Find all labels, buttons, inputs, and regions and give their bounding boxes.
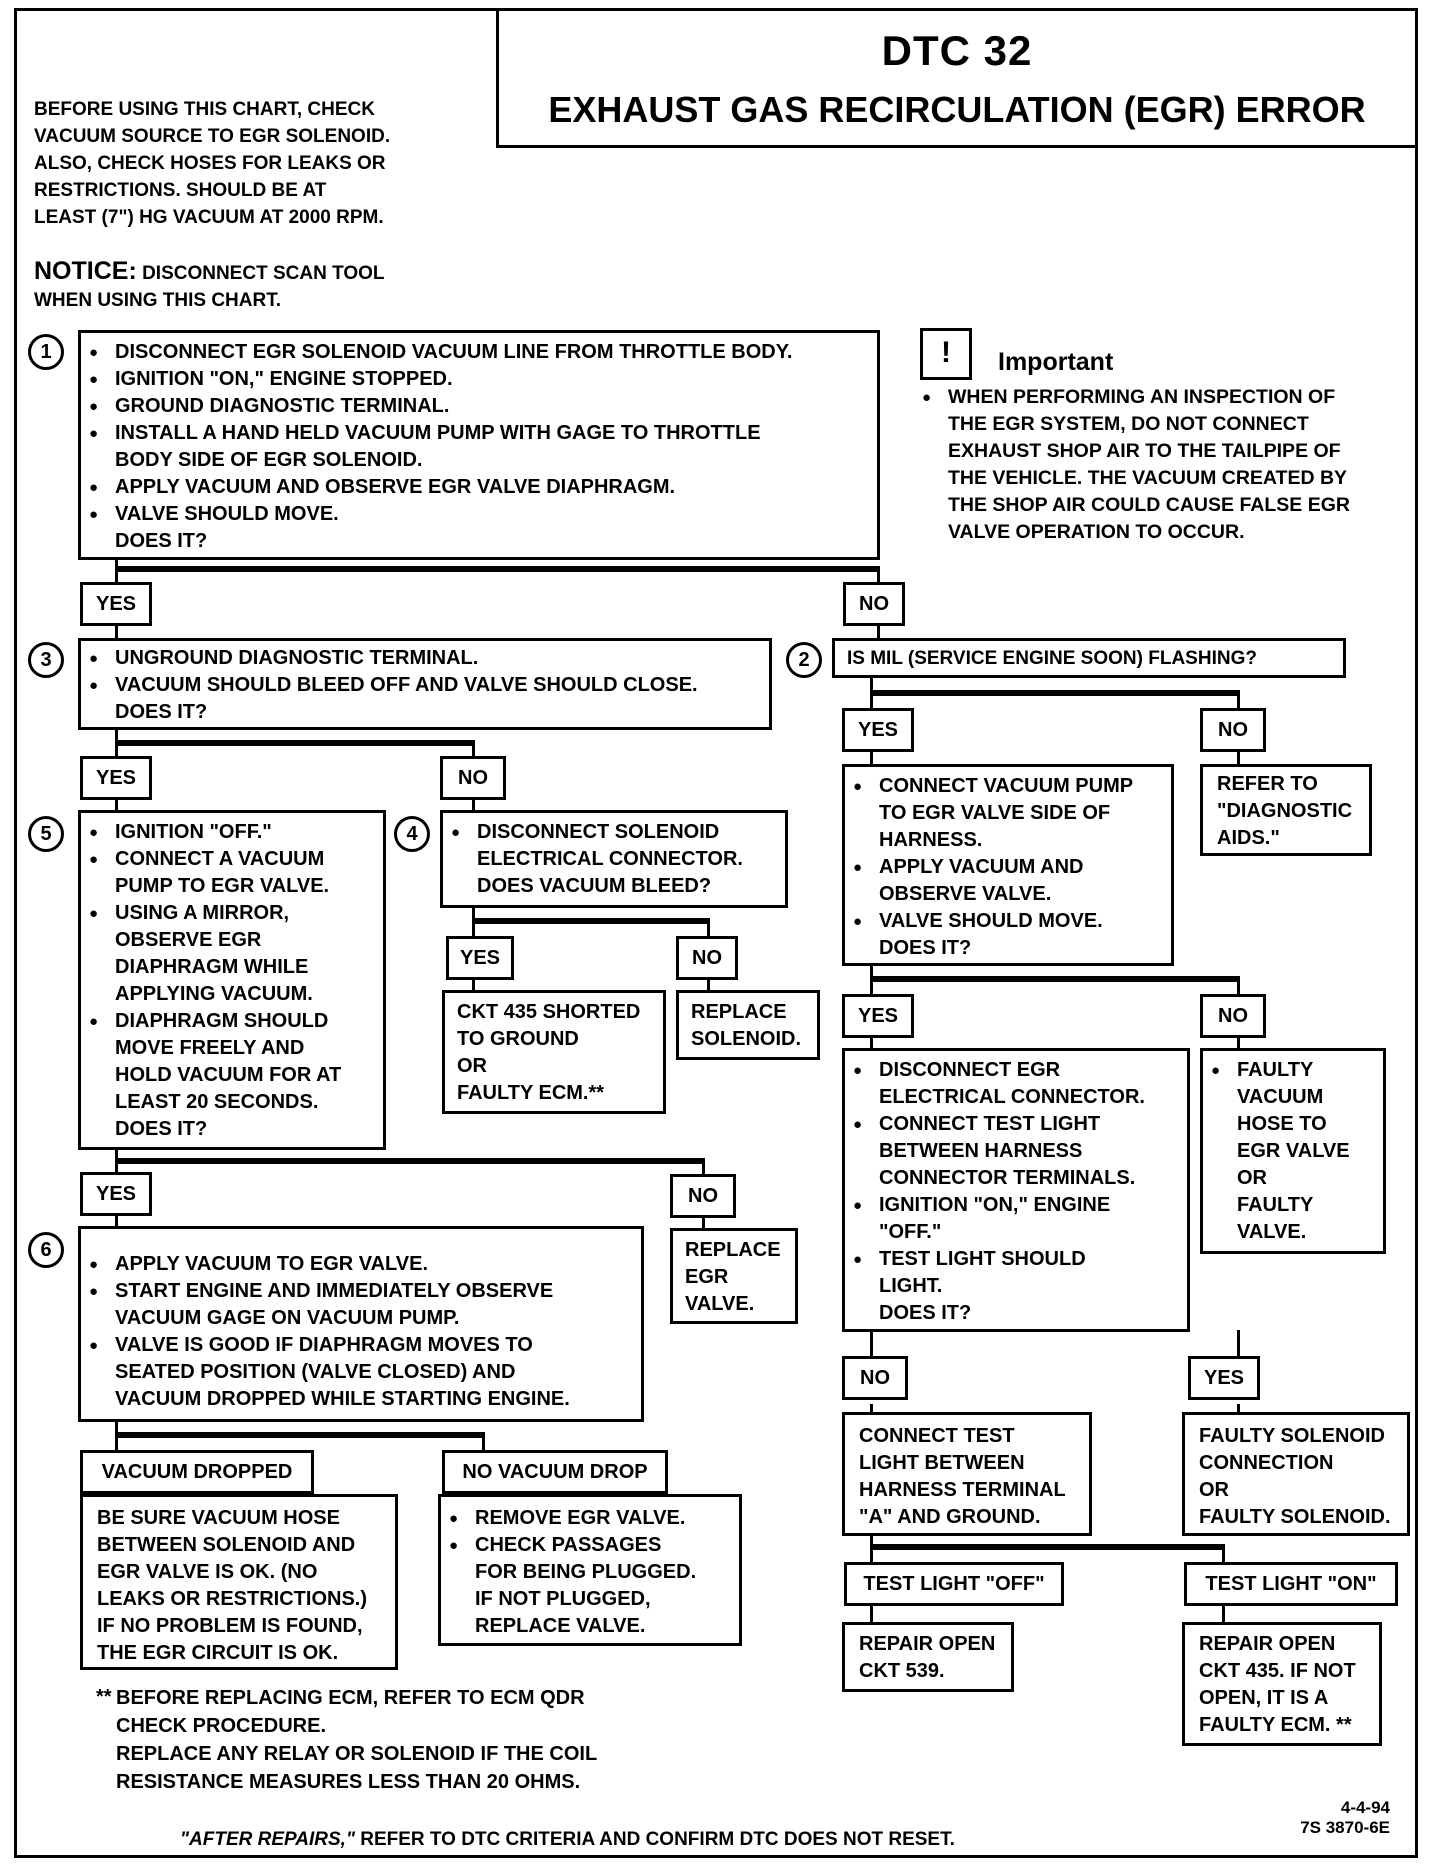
step-5-item: ● IGNITION "OFF." — [81, 819, 383, 846]
step-1-item: ● VALVE SHOULD MOVE. — [81, 501, 877, 528]
footnote-mark: ** — [96, 1686, 112, 1708]
after-repairs-emphasis: "AFTER REPAIRS," — [180, 1829, 355, 1850]
yes-label: YES — [1188, 1356, 1260, 1400]
date: 4-4-94 — [1340, 1798, 1390, 1817]
step-1-item: ● IGNITION "ON," ENGINE STOPPED. — [81, 366, 877, 393]
step-number-1: 1 — [28, 334, 64, 370]
faulty-hose-box — [1200, 1048, 1386, 1254]
step-5-item: ● CONNECT A VACUUM PUMP TO EGR VALVE. — [81, 846, 383, 900]
no-label: NO — [843, 582, 905, 626]
connect-pump-item: ● APPLY VACUUM AND OBSERVE VALVE. — [845, 854, 1171, 908]
connect-pump-item: ● CONNECT VACUUM PUMP TO EGR VALVE SIDE OF HARNESS. — [845, 773, 1171, 854]
connector — [1237, 750, 1240, 764]
notice-label: NOTICE: — [34, 257, 137, 285]
test-light-off-label: TEST LIGHT "OFF" — [844, 1562, 1064, 1606]
step-5-box — [78, 810, 386, 1150]
connect-test-light-box — [842, 1412, 1092, 1536]
step-2-question: IS MIL (SERVICE ENGINE SOON) FLASHING? — [847, 648, 1257, 669]
yes-label: YES — [80, 756, 152, 800]
title-box — [496, 8, 1418, 148]
notice — [34, 258, 385, 314]
step-4-item: ● DISCONNECT SOLENOID ELECTRICAL CONNECTOR. — [443, 819, 785, 873]
vacuum-dropped-label: VACUUM DROPPED — [80, 1450, 314, 1494]
important-text: ● WHEN PERFORMING AN INSPECTION OF THE EGR SYSTEM, DO NOT CONNECT EXHAUST SHOP AIR TO THE TAILPIPE OF THE VEHICLE. THE VACUUM CREATED BY THE SHOP AIR COULD CAUSE FALSE EGR VALVE OPERATION TO OCCUR. — [914, 384, 1414, 546]
connector — [115, 566, 880, 572]
yes-label: YES — [446, 936, 514, 980]
step-5-item: ● USING A MIRROR, OBSERVE EGR DIAPHRAGM WHILE APPLYING VACUUM. — [81, 900, 383, 1008]
important-title: Important — [998, 348, 1114, 376]
step-1-item: ● GROUND DIAGNOSTIC TERMINAL. — [81, 393, 877, 420]
important-icon: ! — [920, 328, 972, 380]
faulty-solenoid-text: FAULTY SOLENOID CONNECTION OR FAULTY SOLENOID. — [1199, 1425, 1391, 1528]
dtc-code: DTC 32 — [881, 27, 1033, 74]
connect-test-light-text: CONNECT TEST LIGHT BETWEEN HARNESS TERMINAL "A" AND GROUND. — [859, 1425, 1066, 1528]
no-label: NO — [1200, 994, 1266, 1038]
replace-egr-text: REPLACE EGR VALVE. — [685, 1239, 781, 1315]
step-number-5: 5 — [28, 816, 64, 852]
step-1-item: ● APPLY VACUUM AND OBSERVE EGR VALVE DIAPHRAGM. — [81, 474, 877, 501]
repair-435-box — [1182, 1622, 1382, 1746]
faulty-hose-item: ● FAULTY VACUUM HOSE TO EGR VALVE OR FAULTY VALVE. — [1203, 1057, 1383, 1246]
remove-egr-box — [438, 1494, 742, 1646]
remove-egr-item: ● CHECK PASSAGES FOR BEING PLUGGED. IF NOT PLUGGED, REPLACE VALVE. — [441, 1532, 739, 1640]
connector — [115, 1432, 485, 1438]
disconnect-egr-item: ● IGNITION "ON," ENGINE "OFF." — [845, 1192, 1187, 1246]
refer-diagnostic-box — [1200, 764, 1372, 856]
connector — [115, 740, 475, 746]
ckt435-text: CKT 435 SHORTED TO GROUND OR FAULTY ECM.** — [457, 1001, 641, 1104]
yes-label: YES — [80, 582, 152, 626]
after-repairs-text: REFER TO DTC CRITERIA AND CONFIRM DTC DOES NOT RESET. — [354, 1829, 955, 1850]
disconnect-egr-item: ● TEST LIGHT SHOULD LIGHT. — [845, 1246, 1187, 1300]
step-4-box — [440, 810, 788, 908]
step-1-question: DOES IT? — [115, 530, 208, 552]
connector — [115, 624, 118, 639]
no-label: NO — [1200, 708, 1266, 752]
no-label: NO — [440, 756, 506, 800]
step-1-item: ● DISCONNECT EGR SOLENOID VACUUM LINE FROM THROTTLE BODY. — [81, 339, 877, 366]
connect-pump-box — [842, 764, 1174, 966]
yes-label: YES — [842, 994, 914, 1038]
step-3-box — [78, 638, 772, 730]
disconnect-egr-item: ● CONNECT TEST LIGHT BETWEEN HARNESS CONNECTOR TERMINALS. — [845, 1111, 1187, 1192]
connect-pump-question: DOES IT? — [879, 937, 972, 959]
step-6-item: ● START ENGINE AND IMMEDIATELY OBSERVE VACUUM GAGE ON VACUUM PUMP. — [81, 1278, 641, 1332]
step-5-question: DOES IT? — [115, 1118, 208, 1140]
step-3-question: DOES IT? — [115, 701, 208, 723]
no-label: NO — [670, 1174, 736, 1218]
page-title: EXHAUST GAS RECIRCULATION (EGR) ERROR — [548, 89, 1366, 130]
replace-solenoid-box — [676, 990, 820, 1060]
step-number-3: 3 — [28, 642, 64, 678]
after-repairs-note — [180, 1826, 955, 1853]
be-sure-box — [80, 1494, 398, 1670]
no-vacuum-drop-label: NO VACUUM DROP — [442, 1450, 668, 1494]
faulty-solenoid-box — [1182, 1412, 1410, 1536]
yes-label: YES — [80, 1172, 152, 1216]
ckt435-box — [442, 990, 666, 1114]
no-label: NO — [676, 936, 738, 980]
connector — [877, 624, 880, 639]
step-number-2: 2 — [786, 642, 822, 678]
important-note — [914, 384, 1414, 554]
notice-text: DISCONNECT SCAN TOOL WHEN USING THIS CHART. — [34, 263, 385, 311]
intro-text: BEFORE USING THIS CHART, CHECK VACUUM SOURCE TO EGR SOLENOID. ALSO, CHECK HOSES FOR LEAKS OR RESTRICTIONS. SHOULD BE AT LEAST (7") HG VACUUM AT 2000 RPM. — [34, 99, 391, 228]
step-6-item: ● VALVE IS GOOD IF DIAPHRAGM MOVES TO SEATED POSITION (VALVE CLOSED) AND VACUUM DROPPED WHILE STARTING ENGINE. — [81, 1332, 641, 1413]
step-3-item: ● UNGROUND DIAGNOSTIC TERMINAL. — [81, 645, 769, 672]
connector — [870, 976, 1240, 982]
refer-diagnostic-text: REFER TO "DIAGNOSTIC AIDS." — [1217, 773, 1353, 849]
step-1-item: ● INSTALL A HAND HELD VACUUM PUMP WITH GAGE TO THROTTLE BODY SIDE OF EGR SOLENOID. — [81, 420, 877, 474]
disconnect-egr-item: ● DISCONNECT EGR ELECTRICAL CONNECTOR. — [845, 1057, 1187, 1111]
step-number-4: 4 — [394, 816, 430, 852]
document-id: 7S 3870-6E — [1300, 1818, 1390, 1837]
step-5-item: ● DIAPHRAGM SHOULD MOVE FREELY AND HOLD VACUUM FOR AT LEAST 20 SECONDS. — [81, 1008, 383, 1116]
step-number-6: 6 — [28, 1232, 64, 1268]
connector — [870, 1544, 1225, 1550]
no-label: NO — [842, 1356, 908, 1400]
repair-435-text: REPAIR OPEN CKT 435. IF NOT OPEN, IT IS A FAULTY ECM. ** — [1199, 1633, 1356, 1736]
repair-539-text: REPAIR OPEN CKT 539. — [859, 1633, 996, 1682]
connector — [115, 1158, 705, 1164]
connector — [870, 690, 1240, 696]
connect-pump-item: ● VALVE SHOULD MOVE. — [845, 908, 1171, 935]
replace-egr-box — [670, 1228, 798, 1324]
footnote-text: BEFORE REPLACING ECM, REFER TO ECM QDR CHECK PROCEDURE. REPLACE ANY RELAY OR SOLENOID IF THE COIL RESISTANCE MEASURES LESS THAN 20 OHMS. — [116, 1687, 598, 1793]
connector — [472, 918, 710, 924]
be-sure-text: BE SURE VACUUM HOSE BETWEEN SOLENOID AND EGR VALVE IS OK. (NO LEAKS OR RESTRICTIONS.) IF NO PROBLEM IS FOUND, THE EGR CIRCUIT IS OK. — [97, 1507, 368, 1664]
yes-label: YES — [842, 708, 914, 752]
step-3-item: ● VACUUM SHOULD BLEED OFF AND VALVE SHOULD CLOSE. — [81, 672, 769, 699]
disconnect-egr-question: DOES IT? — [879, 1302, 972, 1324]
remove-egr-item: ● REMOVE EGR VALVE. — [441, 1505, 739, 1532]
disconnect-egr-box — [842, 1048, 1190, 1332]
step-1-box — [78, 330, 880, 560]
repair-539-box — [842, 1622, 1014, 1692]
step-6-item: ● APPLY VACUUM TO EGR VALVE. — [81, 1251, 641, 1278]
step-6-box — [78, 1226, 644, 1422]
step-2-box — [832, 638, 1346, 678]
step-4-question: DOES VACUUM BLEED? — [477, 875, 712, 897]
replace-solenoid-text: REPLACE SOLENOID. — [691, 1001, 802, 1050]
test-light-on-label: TEST LIGHT "ON" — [1184, 1562, 1398, 1606]
